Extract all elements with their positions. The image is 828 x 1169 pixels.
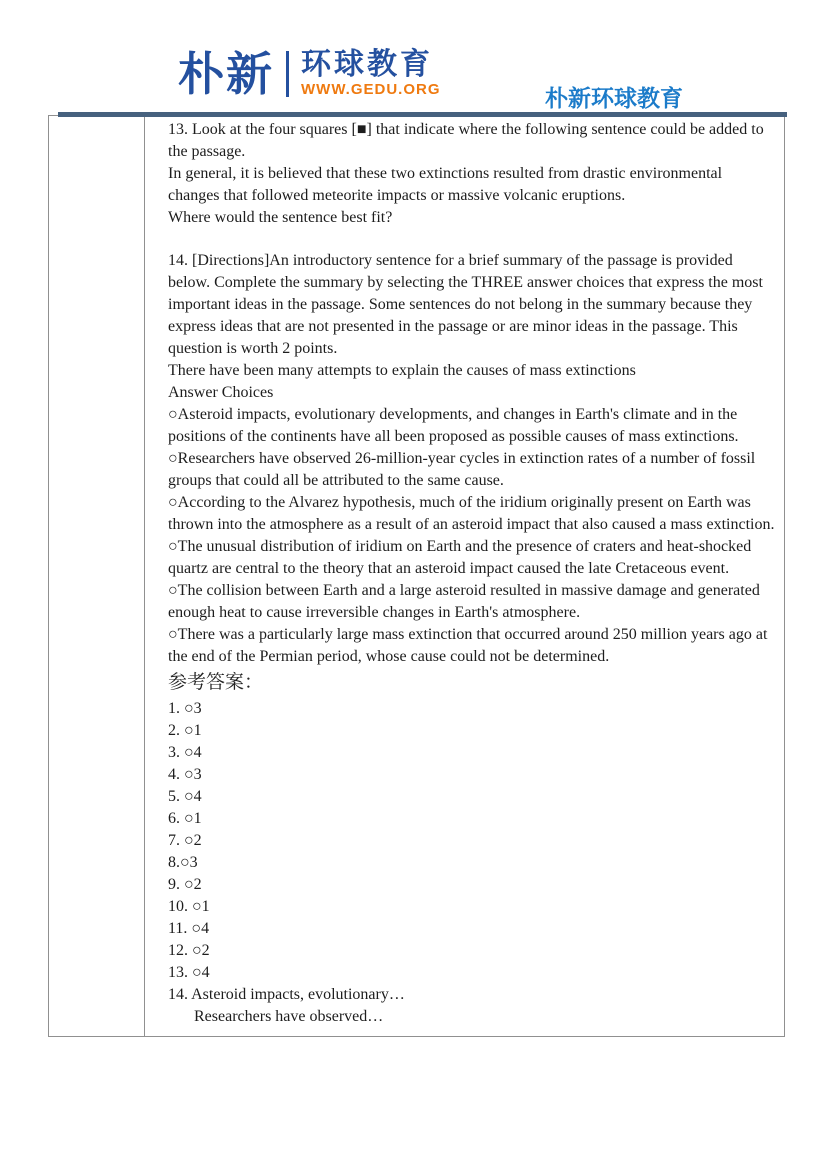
question-13-closing: Where would the sentence best fit?: [168, 209, 393, 226]
answer-choice-6: ○There was a particularly large mass extinction that occurred around 250 million years ago at the end of the Permian period, whose cause could not be determined.: [168, 626, 768, 665]
logo-name-text: 环球教育: [301, 48, 433, 81]
answer-choice-1: ○Asteroid impacts, evolutionary developments, and changes in Earth's climate and in the positions of the continents have all been proposed as possible causes of mass extinctions.: [168, 406, 739, 445]
table-left-column-empty: [49, 116, 145, 1036]
question-13-insert-sentence: In general, it is believed that these two extinctions resulted from drastic environmental changes that followed meteorite impacts or massive volcanic eruptions.: [168, 165, 723, 204]
answer-item-1: 1. ○3: [168, 700, 202, 717]
question-13-prompt: 13. Look at the four squares [■] that indicate where the following sentence could be added to the passage.: [168, 121, 764, 160]
question-14-summary-intro: There have been many attempts to explain the causes of mass extinctions: [168, 362, 636, 379]
answer-item-14: 14. Asteroid impacts, evolutionary…: [168, 986, 405, 1003]
reference-answers-heading: 参考答案：: [168, 672, 264, 693]
answer-choices-label: Answer Choices: [168, 384, 274, 401]
answer-item-4: 4. ○3: [168, 766, 202, 783]
answer-item-12: 12. ○2: [168, 942, 210, 959]
answer-item-13: 13. ○4: [168, 964, 210, 981]
answer-item-14-continuation: Researchers have observed…: [194, 1008, 384, 1025]
answer-item-8: 8.○3: [168, 854, 198, 871]
header-right-title: 朴新环球教育: [545, 85, 683, 111]
logo-divider: [286, 51, 289, 97]
answer-item-5: 5. ○4: [168, 788, 202, 805]
answer-choice-2: ○Researchers have observed 26-million-year cycles in extinction rates of a number of fossil groups that could all be attributed to the same cause.: [168, 450, 756, 489]
answer-item-2: 2. ○1: [168, 722, 202, 739]
logo-brand-wordmark: 朴新: [178, 48, 274, 100]
answer-item-6: 6. ○1: [168, 810, 202, 827]
answer-item-3: 3. ○4: [168, 744, 202, 761]
answer-item-9: 9. ○2: [168, 876, 202, 893]
logo-url-text: WWW.GEDU.ORG: [301, 81, 441, 98]
question-14-directions: 14. [Directions]An introductory sentence for a brief summary of the passage is provided below. Complete the summary by selecting the THREE answer choices that express the most important ideas in the passage. Some sentences do not belong in the summary because they express ideas that are not presented in the passage or are minor ideas in the passage. This question is worth 2 points.: [168, 252, 763, 357]
answer-choice-3: ○According to the Alvarez hypothesis, much of the iridium originally present on Earth was thrown into the atmosphere as a result of an asteroid impact that also caused a mass extinction.: [168, 494, 775, 533]
puxin-gedu-logo: [178, 48, 441, 100]
answer-item-11: 11. ○4: [168, 920, 210, 937]
table-content-column: [145, 116, 784, 1036]
document-table: [48, 115, 785, 1037]
header-rule: [58, 112, 787, 117]
answer-item-10: 10. ○1: [168, 898, 210, 915]
answer-choice-5: ○The collision between Earth and a large asteroid resulted in massive damage and generated enough heat to cause irreversible changes in Earth's atmosphere.: [168, 582, 760, 621]
logo-name-block: [301, 49, 441, 99]
answer-item-7: 7. ○2: [168, 832, 202, 849]
answer-choice-4: ○The unusual distribution of iridium on Earth and the presence of craters and heat-shocked quartz are central to the theory that an asteroid impact caused the late Cretaceous event.: [168, 538, 752, 577]
